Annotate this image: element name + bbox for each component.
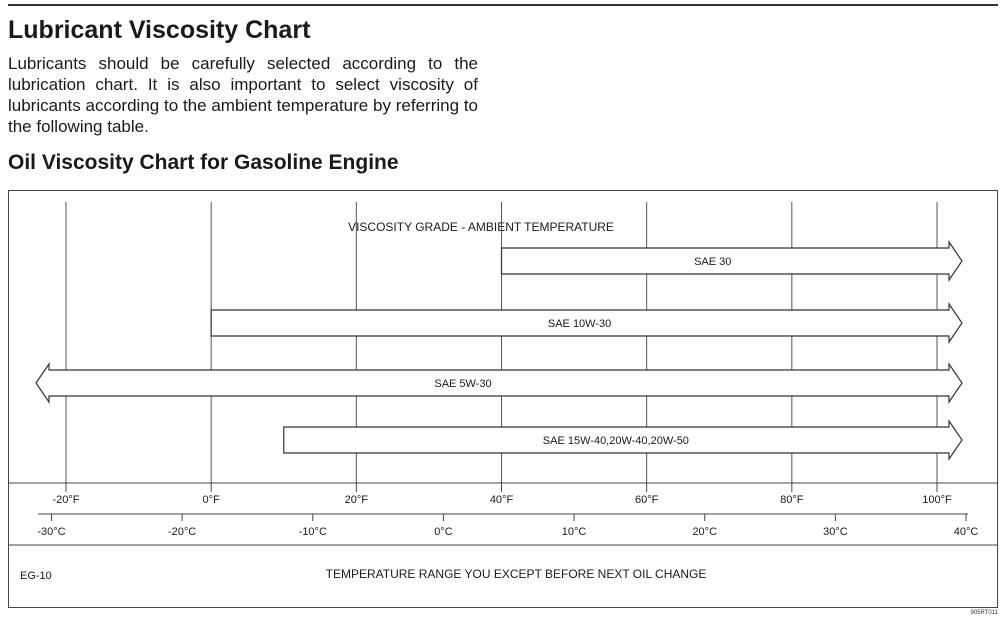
celsius-axis	[37, 514, 978, 538]
fahrenheit-tick-label: 80°F	[780, 494, 804, 506]
celsius-tick-label: -30°C	[37, 526, 66, 538]
celsius-tick-label: -10°C	[298, 526, 327, 538]
celsius-tick-label: 0°C	[434, 526, 453, 538]
fahrenheit-axis	[52, 483, 952, 506]
fahrenheit-tick-label: 20°F	[344, 494, 369, 506]
bar-label: SAE 15W-40,20W-40,20W-50	[542, 435, 689, 447]
bar-label: SAE 10W-30	[547, 318, 612, 330]
chart-bars	[36, 242, 962, 459]
viscosity-bar	[36, 364, 962, 402]
fahrenheit-tick-label: -20°F	[52, 494, 80, 506]
chart-caption: TEMPERATURE RANGE YOU EXCEPT BEFORE NEXT OIL CHANGE	[325, 567, 707, 581]
celsius-tick-label: 40°C	[953, 526, 979, 538]
bar-label: SAE 5W-30	[434, 378, 492, 390]
chart-subtitle: Oil Viscosity Chart for Gasoline Engine	[8, 151, 399, 174]
fahrenheit-tick-label: 0°F	[202, 494, 220, 506]
fahrenheit-tick-label: 40°F	[489, 494, 514, 506]
fahrenheit-tick-label: 100°F	[922, 494, 952, 506]
celsius-tick-label: 20°C	[692, 526, 718, 538]
intro-paragraph: Lubricants should be carefully selected according to the lubrication chart. It is also important to select viscosity of lubricants according to the ambient temperature by referring to the following table.	[8, 54, 478, 136]
celsius-tick-label: 30°C	[823, 526, 848, 538]
figure-code: EG-10	[20, 570, 52, 582]
viscosity-bar	[502, 242, 963, 280]
viscosity-chart	[8, 190, 998, 616]
viscosity-chart-svg	[8, 190, 998, 608]
fahrenheit-tick-label: 60°F	[634, 494, 659, 506]
chart-title: VISCOSITY GRADE - AMBIENT TEMPERATURE	[348, 220, 614, 234]
bar-label: SAE 30	[694, 256, 732, 268]
celsius-tick-label: -20°C	[168, 526, 197, 538]
reference-code: 905RT011	[970, 610, 998, 616]
celsius-tick-label: 10°C	[561, 526, 587, 538]
page-title: Lubricant Viscosity Chart	[8, 16, 311, 44]
top-rule	[8, 4, 998, 6]
